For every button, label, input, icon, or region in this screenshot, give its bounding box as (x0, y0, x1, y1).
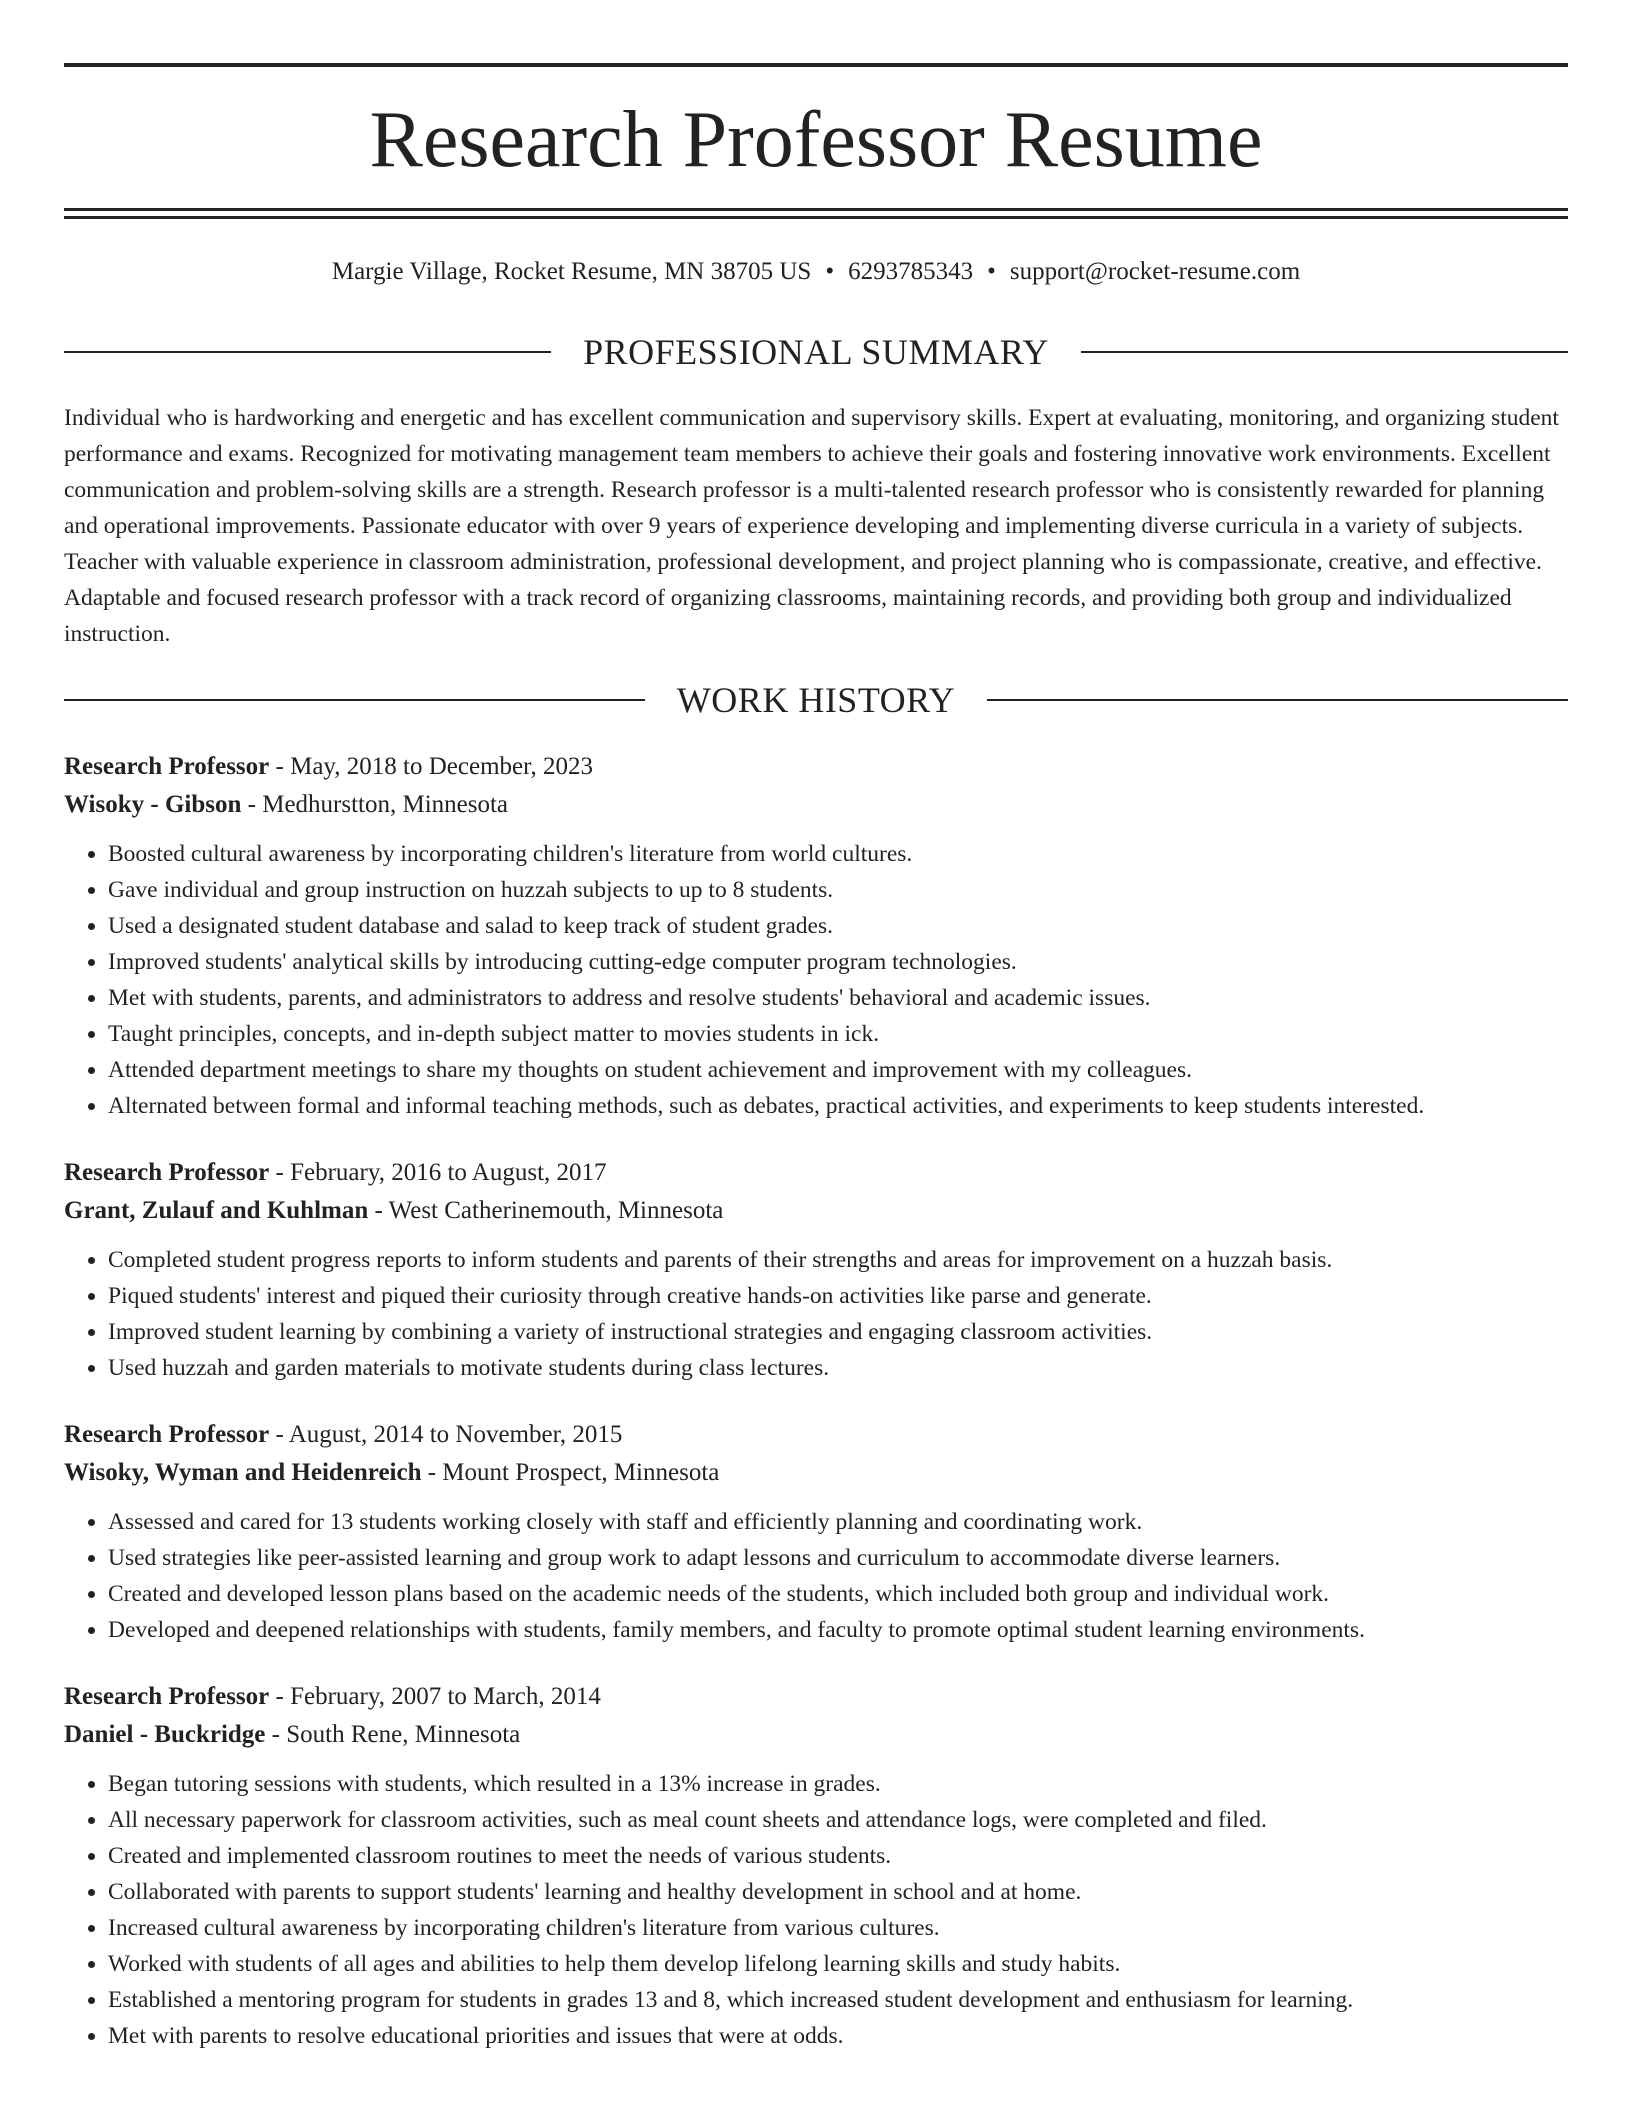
summary-heading-label: PROFESSIONAL SUMMARY (583, 332, 1049, 372)
page-title: Research Professor Resume (369, 96, 1263, 184)
job-bullet: • Improved student learning by combining a variety of instructional strategies and engaging classroom activities. (108, 1314, 1568, 1350)
heading-rule-right (1081, 351, 1568, 353)
job-entry (64, 1416, 1568, 1648)
job-bullet: • Met with students, parents, and administrators to address and resolve students' behavioral and academic issues. (108, 980, 1568, 1016)
job-bullet: • Began tutoring sessions with students, which resulted in a 13% increase in grades. (108, 1766, 1568, 1802)
work-history-heading (64, 678, 1568, 722)
work-history-heading-label: WORK HISTORY (676, 680, 956, 720)
job-bullet: • Completed student progress reports to inform students and parents of their strengths and areas for improvement on a huzzah basis. (108, 1242, 1568, 1278)
job-location: - Medhurstton, Minnesota (241, 791, 509, 818)
job-title-line (64, 1154, 1568, 1192)
job-bullet: • Gave individual and group instruction on huzzah subjects to up to 8 students. (108, 872, 1568, 908)
contact-phone: 6293785343 (848, 258, 974, 285)
work-history-list (64, 748, 1568, 2084)
job-bullet: • Piqued students' interest and piqued their curiosity through creative hands-on activities like parse and generate. (108, 1278, 1568, 1314)
job-dates: - February, 2007 to March, 2014 (269, 1683, 601, 1710)
job-title: Research Professor (64, 753, 270, 780)
job-dates: - August, 2014 to November, 2015 (269, 1421, 623, 1448)
contact-line (64, 254, 1568, 290)
job-title: Research Professor (64, 1683, 270, 1710)
job-bullet-list (64, 1242, 1568, 1386)
job-bullet: • Increased cultural awareness by incorporating children's literature from various cultures. (108, 1910, 1568, 1946)
job-bullet: • Assessed and cared for 13 students working closely with staff and efficiently planning and coordinating work. (108, 1504, 1568, 1540)
job-dates: - February, 2016 to August, 2017 (269, 1159, 607, 1186)
job-company-line (64, 1192, 1568, 1230)
summary-text: Individual who is hardworking and energetic and has excellent communication and supervisory skills. Expert at evaluating, monitoring, and organizing student performance and exams. Recognized for motivating management team members to achieve their goals and fostering innovative work environments. Excellent communication and problem-solving skills are a strength. Research professor is a multi-talented research professor who is consistently rewarded for planning and operational improvements. Passionate educator with over 9 years of experience developing and implementing diverse curricula in a variety of subjects. Teacher with valuable experience in classroom administration, professional development, and project planning who is compassionate, creative, and effective. Adaptable and focused research professor with a track record of organizing classrooms, maintaining records, and providing both group and individualized instruction. (64, 405, 1559, 647)
job-location: - Mount Prospect, Minnesota (421, 1459, 720, 1486)
title-double-rule-lower (64, 216, 1568, 219)
job-bullet: • Attended department meetings to share my thoughts on student achievement and improvement with my colleagues. (108, 1052, 1568, 1088)
job-company: Daniel - Buckridge (64, 1721, 266, 1748)
job-bullet-list (64, 1504, 1568, 1648)
job-bullet-list (64, 1766, 1568, 2054)
contact-separator: • (987, 258, 996, 285)
job-bullet: • Improved students' analytical skills by introducing cutting-edge computer program technologies. (108, 944, 1568, 980)
job-entry (64, 1678, 1568, 2054)
job-bullet: • All necessary paperwork for classroom activities, such as meal count sheets and attendance logs, were completed and filed. (108, 1802, 1568, 1838)
job-bullet: • Developed and deepened relationships with students, family members, and faculty to promote optimal student learning environments. (108, 1612, 1568, 1648)
job-bullet: • Boosted cultural awareness by incorporating children's literature from world cultures. (108, 836, 1568, 872)
job-bullet: • Collaborated with parents to support students' learning and healthy development in school and at home. (108, 1874, 1568, 1910)
job-title: Research Professor (64, 1421, 270, 1448)
job-bullet: • Created and developed lesson plans based on the academic needs of the students, which included both group and individual work. (108, 1576, 1568, 1612)
title-double-rule-upper (64, 208, 1568, 211)
job-title-line (64, 748, 1568, 786)
job-bullet: • Met with parents to resolve educational priorities and issues that were at odds. (108, 2018, 1568, 2054)
job-company-line (64, 786, 1568, 824)
summary-heading (64, 330, 1568, 374)
job-location: - South Rene, Minnesota (265, 1721, 521, 1748)
job-bullet: • Used a designated student database and salad to keep track of student grades. (108, 908, 1568, 944)
heading-rule-left (64, 699, 645, 701)
job-bullet: • Alternated between formal and informal teaching methods, such as debates, practical activities, and experiments to keep students interested. (108, 1088, 1568, 1124)
contact-address: Margie Village, Rocket Resume, MN 38705 US (331, 258, 812, 285)
job-company-line (64, 1454, 1568, 1492)
job-location: - West Catherinemouth, Minnesota (368, 1197, 724, 1224)
job-title-line (64, 1416, 1568, 1454)
contact-email: support@rocket-resume.com (1009, 258, 1301, 285)
job-company: Wisoky, Wyman and Heidenreich (64, 1459, 422, 1486)
heading-rule-right (987, 699, 1568, 701)
job-company-line (64, 1716, 1568, 1754)
job-bullet-list (64, 836, 1568, 1124)
job-bullet: • Used huzzah and garden materials to motivate students during class lectures. (108, 1350, 1568, 1386)
job-title: Research Professor (64, 1159, 270, 1186)
job-company: Wisoky - Gibson (64, 791, 242, 818)
job-dates: - May, 2018 to December, 2023 (269, 753, 593, 780)
job-bullet: • Worked with students of all ages and abilities to help them develop lifelong learning skills and study habits. (108, 1946, 1568, 1982)
job-entry (64, 1154, 1568, 1386)
heading-rule-left (64, 351, 551, 353)
job-title-line (64, 1678, 1568, 1716)
job-entry (64, 748, 1568, 1124)
job-bullet: • Used strategies like peer-assisted learning and group work to adapt lessons and curriculum to accommodate diverse learners. (108, 1540, 1568, 1576)
top-rule (64, 63, 1568, 67)
job-bullet: • Established a mentoring program for students in grades 13 and 8, which increased student development and enthusiasm for learning. (108, 1982, 1568, 2018)
contact-separator: • (825, 258, 835, 285)
job-bullet: • Taught principles, concepts, and in-depth subject matter to movies students in ick. (108, 1016, 1568, 1052)
job-company: Grant, Zulauf and Kuhlman (64, 1197, 369, 1224)
job-bullet: • Created and implemented classroom routines to meet the needs of various students. (108, 1838, 1568, 1874)
